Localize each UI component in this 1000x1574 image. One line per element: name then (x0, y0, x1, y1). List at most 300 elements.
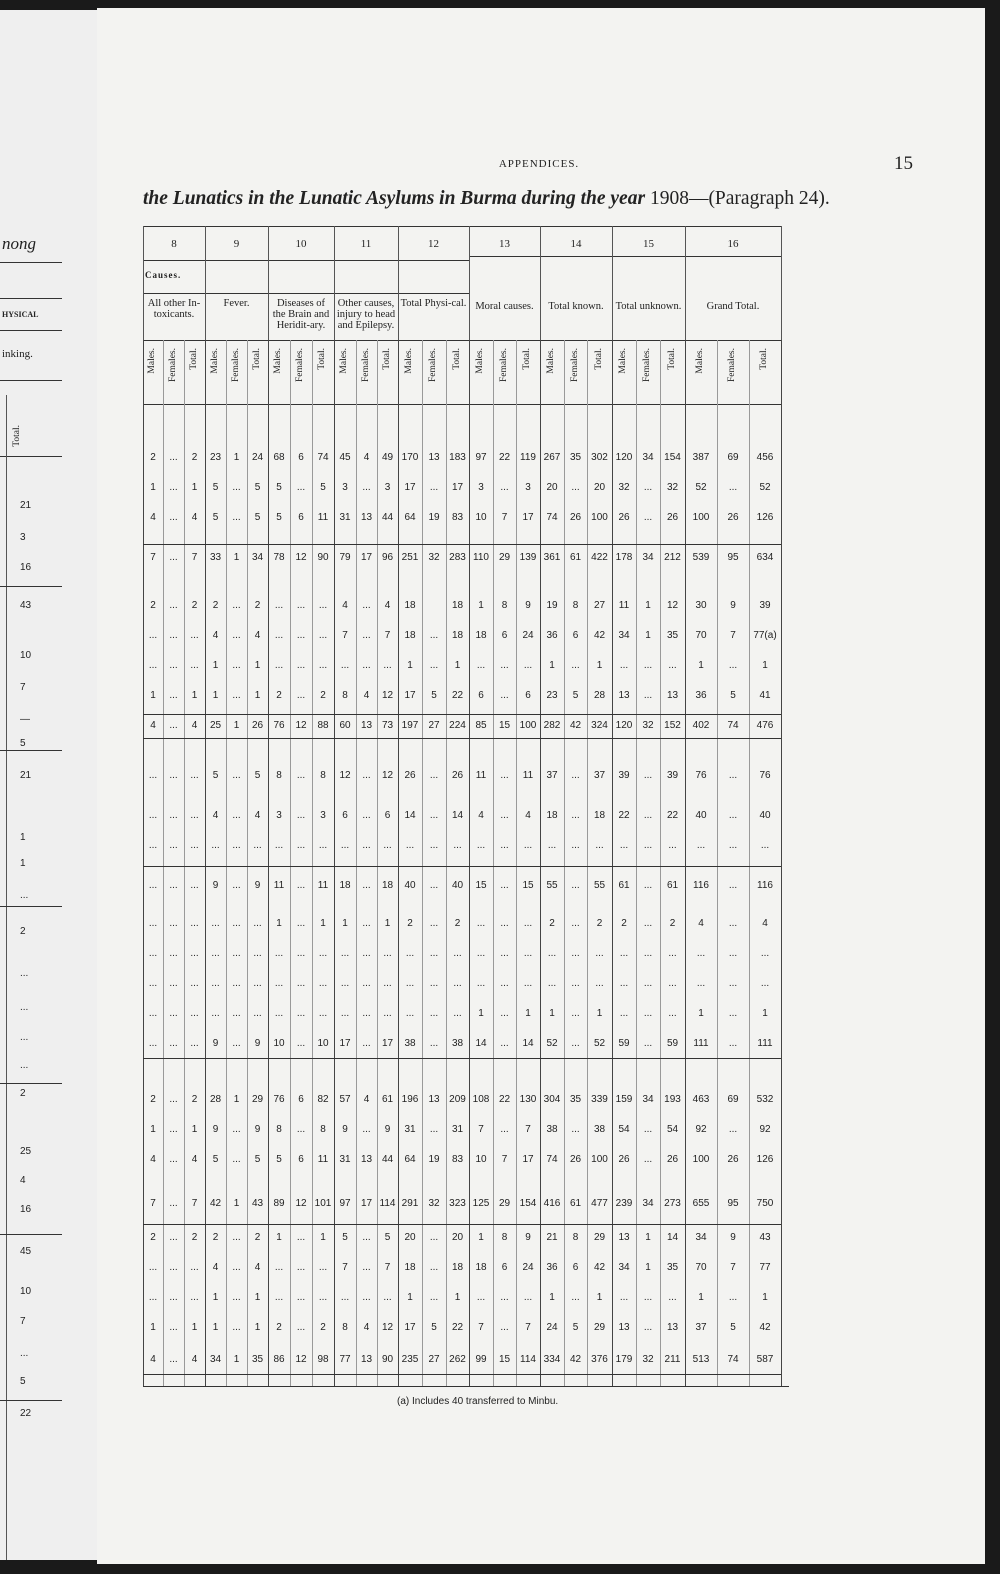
table-cell: 2 (621, 918, 627, 929)
table-cell: 114 (520, 1354, 536, 1365)
left-total-value: 1 (20, 832, 26, 843)
subhead-total: Total. (593, 348, 604, 370)
table-cell: ... (405, 978, 415, 989)
table-cell: 1 (342, 918, 348, 929)
table-cell: 44 (381, 1154, 394, 1165)
table-cell: 74 (546, 1154, 558, 1165)
table-cell: 17 (339, 1038, 351, 1049)
table-cell: 13 (618, 1232, 630, 1243)
table-cell: 5 (730, 1322, 736, 1333)
table-cell: 1 (191, 482, 198, 493)
table-cell: 4 (384, 600, 391, 611)
table-cell: ... (362, 630, 371, 641)
table-cell: 29 (498, 552, 511, 563)
page-number: 15 (894, 153, 913, 174)
table-cell: 42 (569, 1354, 582, 1365)
table-cell: 387 (692, 452, 710, 463)
table-cell: ... (296, 482, 306, 493)
table-cell: ... (296, 1038, 306, 1049)
table-cell: 35 (251, 1354, 264, 1365)
table-cell: 9 (212, 1038, 219, 1049)
column-number: 8 (171, 238, 177, 250)
table-cell: 76 (273, 720, 285, 731)
table-cell: 39 (618, 770, 630, 781)
table-cell: 34 (618, 1262, 630, 1273)
table-cell: 18 (404, 630, 416, 641)
table-cell: ... (571, 770, 580, 781)
table-cell: 5 (431, 1322, 437, 1333)
table-cell: 1 (150, 482, 156, 493)
causes-label: Causes. (145, 270, 182, 280)
table-cell: ... (318, 660, 328, 671)
table-cell: ... (148, 1008, 158, 1019)
table-cell: 2 (454, 918, 461, 929)
table-cell: 291 (401, 1198, 419, 1209)
subhead-males: Males. (475, 348, 485, 374)
table-cell: ... (169, 600, 178, 611)
table-cell: 42 (569, 720, 582, 731)
table-cell: 7 (478, 1322, 484, 1333)
table-cell: 12 (295, 552, 307, 563)
table-cell: 3 (342, 482, 348, 493)
left-total-value: 2 (20, 1088, 26, 1099)
subhead-males: Males. (273, 348, 283, 374)
table-cell: ... (362, 948, 371, 959)
table-cell: 13 (428, 1094, 440, 1105)
table-cell: 532 (756, 1094, 774, 1105)
table-cell: ... (211, 978, 220, 989)
table-cell: ... (148, 1292, 158, 1303)
table-cell: 92 (695, 1124, 707, 1135)
table-cell: 235 (401, 1354, 419, 1365)
table-cell: 82 (317, 1094, 329, 1105)
left-total-value: 4 (20, 1175, 26, 1186)
table-cell: ... (340, 948, 350, 959)
table-cell: 100 (692, 512, 710, 523)
table-cell: 32 (428, 552, 440, 563)
table-cell: ... (190, 978, 199, 989)
table-cell: 4 (150, 720, 156, 731)
table-cell: ... (232, 660, 241, 671)
table-cell: ... (169, 810, 178, 821)
table-cell: 39 (666, 770, 679, 781)
table-cell: ... (169, 840, 178, 851)
subhead-females: Females. (167, 348, 178, 383)
left-total-value: 45 (20, 1246, 32, 1257)
table-cell: ... (190, 660, 199, 671)
table-cell: 1 (150, 1322, 156, 1333)
table-cell: 9 (342, 1124, 348, 1135)
subhead-males: Males. (147, 348, 157, 374)
table-cell: 97 (339, 1198, 351, 1209)
table-cell: 98 (317, 1354, 329, 1365)
table-cell: ... (318, 978, 328, 989)
table-cell: 422 (591, 552, 608, 563)
table-cell: ... (296, 1008, 306, 1019)
table-cell: 15 (522, 880, 534, 891)
table-cell: ... (500, 1038, 509, 1049)
table-cell: 30 (695, 600, 707, 611)
table-cell: 79 (339, 552, 351, 563)
table-cell: ... (253, 948, 262, 959)
table-cell: ... (190, 1038, 199, 1049)
table-cell: ... (668, 978, 677, 989)
table-cell: 61 (569, 552, 582, 563)
table-cell: 1 (698, 1292, 704, 1303)
table-cell: 22 (451, 690, 464, 701)
table-cell: 1 (191, 1322, 198, 1333)
table-cell: 6 (298, 1154, 304, 1165)
table-cell: 70 (695, 630, 707, 641)
table-cell: 456 (756, 452, 774, 463)
table-cell: 1 (233, 1198, 240, 1209)
table-cell: ... (500, 1292, 509, 1303)
table-cell: ... (643, 840, 653, 851)
table-cell: ... (169, 452, 178, 463)
table-cell: 2 (150, 1094, 156, 1105)
table-cell: 7 (478, 1124, 484, 1135)
table-cell: 9 (384, 1124, 391, 1135)
table-cell: ... (668, 660, 677, 671)
table-cell: ... (362, 810, 371, 821)
table-cell: 22 (451, 1322, 464, 1333)
table-cell: ... (148, 770, 158, 781)
table-cell: 34 (618, 630, 630, 641)
table-cell: 6 (298, 1094, 304, 1105)
table-cell: 2 (320, 1322, 326, 1333)
table-cell: 32 (642, 720, 654, 731)
subhead-total: Total. (188, 348, 199, 370)
table-cell: ... (232, 840, 241, 851)
table-cell: ... (169, 482, 178, 493)
running-header: APPENDICES. (498, 158, 580, 170)
table-cell: 655 (692, 1198, 710, 1209)
table-cell: 6 (572, 630, 579, 641)
table-cell: 1 (254, 1292, 261, 1303)
table-cell: 477 (591, 1198, 608, 1209)
left-fragment-top: nong (2, 234, 36, 253)
subhead-males: Males. (404, 348, 414, 374)
table-cell: 97 (475, 452, 487, 463)
table-cell: 17 (522, 512, 534, 523)
table-cell: 34 (642, 452, 654, 463)
table-cell: ... (232, 1008, 241, 1019)
table-cell: 1 (384, 918, 391, 929)
table-cell: 26 (666, 512, 679, 523)
table-cell: 19 (428, 1154, 440, 1165)
table-cell: ... (476, 918, 486, 929)
table-cell: 2 (596, 918, 603, 929)
table-cell: ... (232, 810, 241, 821)
table-cell: 209 (449, 1094, 466, 1105)
table-cell: ... (643, 1008, 653, 1019)
table-cell: 8 (320, 1124, 326, 1135)
table-cell: 76 (695, 770, 707, 781)
title-italic: the Lunatics in the Lunatic Asylums in Burma during the year (143, 188, 646, 209)
table-cell: ... (169, 918, 178, 929)
table-cell: 61 (569, 1198, 582, 1209)
table-cell: ... (668, 840, 677, 851)
table-cell: 9 (212, 1124, 219, 1135)
table-cell: ... (595, 948, 604, 959)
left-total-value: ... (20, 1032, 29, 1043)
table-cell: 1 (762, 1008, 768, 1019)
table-cell: 36 (695, 690, 707, 701)
column-number: 10 (295, 238, 307, 250)
table-cell: 33 (209, 552, 222, 563)
table-cell: 34 (251, 552, 264, 563)
table-cell: 24 (522, 630, 534, 641)
table-cell: 2 (407, 918, 413, 929)
table-cell: ... (728, 660, 738, 671)
table-cell: 239 (615, 1198, 633, 1209)
table-cell: 11 (273, 880, 285, 891)
table-cell: ... (148, 880, 158, 891)
table-cell: 7 (501, 512, 508, 523)
table-cell: ... (383, 660, 392, 671)
table-title (143, 188, 903, 210)
table-cell: 1 (454, 660, 461, 671)
table-cell: 77(a) (753, 630, 777, 641)
table-cell: 13 (428, 452, 440, 463)
left-total-value: 5 (20, 1376, 26, 1387)
table-cell: 108 (472, 1094, 490, 1105)
table-cell: 1 (233, 1094, 240, 1105)
table-cell: 1 (645, 630, 651, 641)
table-cell: ... (500, 1124, 509, 1135)
left-total-value: 21 (20, 770, 32, 781)
table-cell: 32 (618, 482, 630, 493)
table-cell: 6 (525, 690, 531, 701)
table-cell: 34 (695, 1232, 707, 1243)
table-cell: 18 (593, 810, 606, 821)
table-cell: 24 (522, 1262, 534, 1273)
table-cell: ... (476, 948, 486, 959)
table-cell: ... (190, 948, 199, 959)
table-cell: ... (232, 880, 241, 891)
table-cell: ... (296, 600, 306, 611)
table-cell: ... (274, 1008, 284, 1019)
table-cell: 6 (501, 1262, 508, 1273)
table-cell: 7 (501, 1154, 508, 1165)
table-cell: ... (274, 1262, 284, 1273)
table-cell: 9 (254, 1124, 261, 1135)
table-cell: ... (429, 1232, 439, 1243)
table-cell: 1 (549, 1008, 555, 1019)
table-cell: 7 (191, 552, 198, 563)
table-cell: 2 (254, 600, 261, 611)
table-cell: 86 (273, 1354, 285, 1365)
table-cell: ... (274, 948, 284, 959)
table-cell: ... (383, 978, 392, 989)
subhead-total: Total. (522, 348, 532, 370)
table-cell: ... (728, 978, 738, 989)
table-cell: 1 (254, 690, 261, 701)
table-cell: ... (318, 840, 328, 851)
table-cell: ... (500, 810, 509, 821)
table-cell: 1 (549, 1292, 555, 1303)
table-cell: 100 (519, 720, 537, 731)
table-cell: 61 (666, 880, 679, 891)
table-cell: 31 (339, 1154, 351, 1165)
table-cell: 59 (666, 1038, 679, 1049)
table-cell: ... (318, 600, 328, 611)
left-total-value: — (20, 714, 30, 725)
table-cell: 513 (692, 1354, 710, 1365)
table-cell: ... (296, 840, 306, 851)
table-cell: 1 (549, 660, 555, 671)
table-cell: ... (362, 482, 371, 493)
table-cell: ... (296, 1232, 306, 1243)
table-cell: ... (211, 948, 220, 959)
table-cell: ... (274, 840, 284, 851)
title-year: 1908—(Paragraph 24). (649, 188, 830, 209)
subhead-males: Males. (618, 348, 628, 374)
left-total-value: 2 (20, 926, 26, 937)
table-cell: ... (169, 660, 178, 671)
table-cell: ... (668, 1008, 677, 1019)
table-cell: ... (476, 660, 486, 671)
table-cell: 18 (451, 630, 464, 641)
table-cell: 1 (254, 1322, 261, 1333)
table-cell: ... (429, 1292, 439, 1303)
table-cell: 634 (756, 552, 774, 563)
column-group-heading: All other In-toxicants. (147, 298, 201, 320)
table-cell: ... (296, 880, 306, 891)
table-cell: ... (211, 918, 220, 929)
table-cell: 8 (342, 690, 348, 701)
table-cell: ... (296, 810, 306, 821)
table-cell: ... (169, 1322, 178, 1333)
table-cell: ... (169, 1094, 178, 1105)
table-cell: 4 (254, 1262, 261, 1273)
left-fragment-drinking: inking. (2, 348, 33, 360)
table-cell: ... (318, 630, 328, 641)
table-cell: ... (296, 1292, 306, 1303)
table-cell: ... (523, 978, 533, 989)
column-number: 13 (499, 238, 510, 250)
table-cell: ... (362, 880, 371, 891)
table-cell: 95 (727, 1198, 739, 1209)
table-cell: 5 (572, 1322, 579, 1333)
table-cell: 37 (593, 770, 606, 781)
table-cell: 40 (404, 880, 416, 891)
table-cell: 37 (695, 1322, 707, 1333)
table-cell: 40 (695, 810, 707, 821)
table-cell: ... (619, 660, 629, 671)
table-cell: 35 (569, 452, 582, 463)
table-cell: 20 (451, 1232, 464, 1243)
table-cell: 52 (593, 1038, 606, 1049)
table-cell: 40 (759, 810, 771, 821)
table-cell: ... (728, 840, 738, 851)
subhead-total: Total. (451, 348, 462, 370)
table-cell: ... (643, 978, 653, 989)
table-cell: 8 (572, 600, 579, 611)
table-cell: 267 (543, 452, 561, 463)
table-cell: ... (500, 770, 509, 781)
table-cell: 38 (593, 1124, 606, 1135)
table-cell: ... (296, 978, 306, 989)
table-cell: 1 (407, 660, 413, 671)
table-cell: ... (643, 1292, 653, 1303)
subhead-total: Total. (251, 348, 262, 370)
table-cell: 2 (669, 918, 676, 929)
table-cell: ... (728, 482, 738, 493)
column-group-heading: Fever. (223, 298, 250, 309)
table-cell: ... (211, 1008, 220, 1019)
column-number: 15 (643, 238, 654, 250)
table-cell: 4 (762, 918, 768, 929)
table-cell: ... (383, 1008, 392, 1019)
table-cell: 24 (546, 1322, 558, 1333)
table-cell: 1 (233, 1354, 240, 1365)
table-cell: 2 (276, 690, 282, 701)
table-cell: 34 (642, 552, 654, 563)
subhead-females: Females. (642, 348, 652, 383)
table-cell: 154 (664, 452, 681, 463)
table-cell: ... (169, 1008, 178, 1019)
table-cell: 18 (475, 1262, 487, 1273)
table-cell: 26 (569, 512, 582, 523)
table-cell: 17 (451, 482, 464, 493)
table-cell: ... (169, 770, 178, 781)
table-cell: 52 (695, 482, 707, 493)
table-cell: 12 (339, 770, 351, 781)
table-cell: ... (296, 948, 306, 959)
table-cell: ... (362, 600, 371, 611)
table-cell: ... (571, 948, 580, 959)
left-total-value: 22 (20, 1408, 32, 1419)
table-cell: 6 (298, 452, 304, 463)
table-cell: 22 (498, 1094, 511, 1105)
left-page-fragment (0, 10, 102, 1560)
table-cell: 283 (449, 552, 466, 563)
table-cell: ... (190, 1008, 199, 1019)
table-cell: 6 (298, 512, 304, 523)
table-cell: 36 (546, 1262, 558, 1273)
table-cell: ... (619, 1292, 629, 1303)
table-cell: 7 (384, 630, 391, 641)
table-cell: 22 (498, 452, 511, 463)
table-cell: 23 (209, 452, 222, 463)
table-cell: ... (232, 512, 241, 523)
table-cell: 32 (428, 1198, 440, 1209)
table-cell: 19 (546, 600, 558, 611)
column-number: 16 (727, 238, 739, 250)
table-cell: 5 (212, 512, 219, 523)
table-cell: 36 (546, 630, 558, 641)
table-cell: 7 (525, 1124, 531, 1135)
table-cell: 14 (666, 1232, 679, 1243)
table-cell: ... (500, 482, 509, 493)
table-cell: ... (169, 1154, 178, 1165)
table-cell: ... (523, 840, 533, 851)
table-cell: 1 (212, 690, 219, 701)
table-cell: ... (547, 978, 557, 989)
table-cell: 4 (191, 512, 198, 523)
table-cell: 4 (363, 1094, 370, 1105)
table-cell: 35 (569, 1094, 582, 1105)
table-cell: ... (296, 1322, 306, 1333)
table-cell: 1 (698, 660, 704, 671)
left-total-value: ... (20, 968, 29, 979)
table-cell: 17 (522, 1154, 534, 1165)
subhead-females: Females. (727, 348, 737, 383)
table-cell: ... (232, 690, 241, 701)
table-cell: 1 (233, 720, 240, 731)
table-cell: 376 (591, 1354, 608, 1365)
